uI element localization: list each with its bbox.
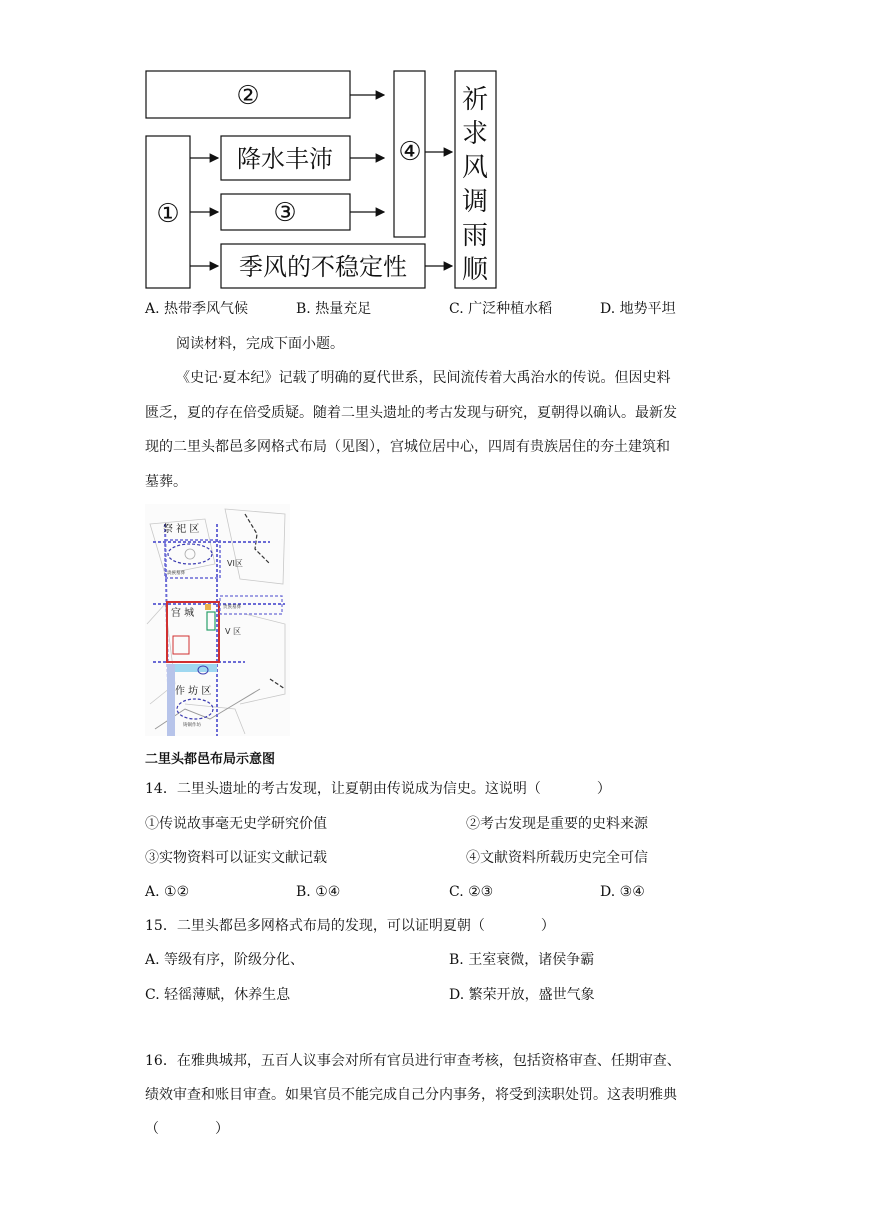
material-line-3: 现的二里头都邑多网格式布局（见图），宫城位居中心，四周有贵族居住的夯土建筑和 [145,439,670,455]
box-center-label: ④ [398,137,422,167]
map-small-1: 贵族墓葬 [167,571,185,576]
map-label-ritual: 祭 祀 区 [163,524,200,535]
q13-option-c[interactable]: C. 广泛种植水稻 [449,301,553,317]
reading-intro: 阅读材料，完成下面小题。 [176,336,344,352]
q15-stem: 15．二里头都邑多网格式布局的发现，可以证明夏朝（ ） [145,918,555,934]
box-3-label: ③ [273,198,297,228]
q14-item-1: ①传说故事毫无史学研究价值 [145,816,327,832]
q14-stem: 14．二里头遗址的考古发现，让夏朝由传说成为信史。这说明（ ） [145,781,611,797]
map-label-zone6: VI区 [227,559,243,568]
q15-option-b[interactable]: B. 王室衰微，诸侯争霸 [449,952,595,968]
q14-option-b[interactable]: B. ①④ [296,884,341,900]
box-right-char: 雨 [461,221,489,251]
q14-item-4: ④文献资料所载历史完全可信 [466,850,648,866]
box-top-label: ② [236,81,260,111]
box-right-char: 祈 [461,85,489,115]
erlitou-layout-map [145,504,290,736]
q13-option-a[interactable]: A. 热带季风气候 [145,301,249,317]
q14-option-d[interactable]: D. ③④ [600,884,645,900]
material-line-4: 墓葬。 [145,474,187,490]
q13-option-b[interactable]: B. 热量充足 [296,301,372,317]
box-right-char: 风 [461,153,489,183]
box-rain-label: 降水丰沛 [237,145,333,173]
q14-option-c[interactable]: C. ②③ [449,884,494,900]
map-caption: 二里头都邑布局示意图 [145,752,276,767]
box-monsoon-label: 季风的不稳定性 [239,253,407,281]
q15-option-c[interactable]: C. 轻徭薄赋，休养生息 [145,987,291,1003]
q14-option-a[interactable]: A. ①② [145,884,190,900]
map-label-zone5: V 区 [225,627,242,636]
q16-line-1: 16．在雅典城邦，五百人议事会对所有官员进行审查考核，包括资格审查、任期审查、 [145,1053,681,1069]
map-label-workshop: 作 坊 区 [175,686,212,697]
q14-item-2: ②考古发现是重要的史料来源 [466,816,648,832]
box-right-char: 求 [461,119,489,149]
map-small-2: 贵族墓葬 [223,605,241,610]
box-right-char: 调 [461,187,489,217]
box-right-char: 顺 [461,255,489,285]
box-right-label [462,85,489,285]
q13-option-d[interactable]: D. 地势平坦 [600,301,676,317]
q16-line-2: 绩效审查和账目审查。如果官员不能完成自己分内事务，将受到渎职处罚。这表明雅典 [145,1087,677,1103]
box-left-label: ① [156,199,180,229]
map-label-palace: 宫 城 [171,608,195,619]
q16-line-3: （ ） [145,1121,229,1137]
q14-item-3: ③实物资料可以证实文献记载 [145,850,327,866]
q15-option-d[interactable]: D. 繁荣开放，盛世气象 [449,987,595,1003]
q15-option-a[interactable]: A. 等级有序，阶级分化、 [145,952,305,968]
flow-diagram [140,66,510,296]
map-small-3: 铸铜作坊 [183,723,201,728]
material-line-1: 《史记·夏本纪》记载了明确的夏代世系，民间流传着大禹治水的传说。但因史料 [176,370,671,386]
material-line-2: 匮乏，夏的存在倍受质疑。随着二里头遗址的考古发现与研究，夏朝得以确认。最新发 [145,405,677,421]
